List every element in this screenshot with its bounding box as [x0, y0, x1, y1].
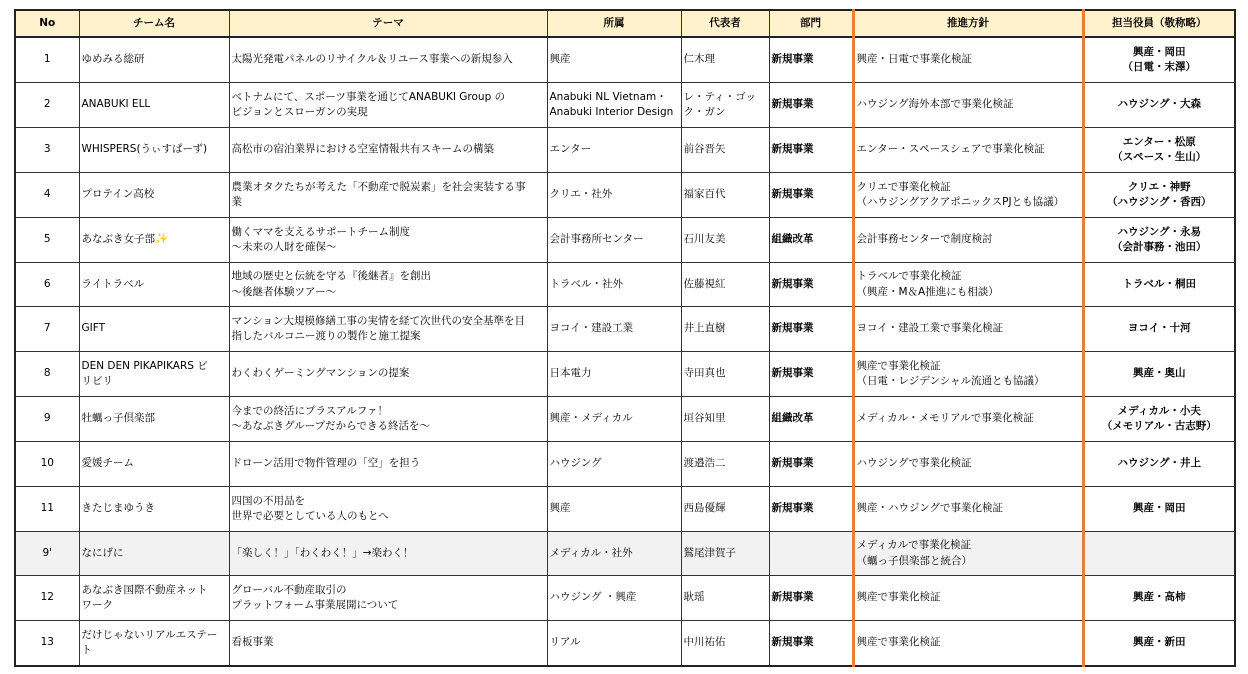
cell-team-name [79, 83, 229, 128]
cell-theme-line: グローバル不動産取引の [231, 583, 347, 596]
cell-representative-line: 耿瑶 [683, 591, 705, 604]
cell-executive [1083, 83, 1235, 128]
cell-theme-line: マンション大規模修繕工事の実情を経て次世代の安全基準を目 [231, 314, 526, 327]
cell-executive [1083, 128, 1235, 173]
cell-department [769, 532, 853, 576]
header-affiliation: 所属 [547, 10, 681, 37]
cell-executive [1083, 576, 1235, 621]
header-no: No [15, 10, 79, 37]
cell-theme-line: ～未来の人財を確保～ [231, 241, 337, 253]
cell-executive-line: （ハウジング・香西） [1106, 196, 1212, 208]
cell-executive [1083, 532, 1235, 576]
cell-theme-line: 今までの終活にプラスアルファ！ [231, 404, 389, 417]
cell-policy [853, 621, 1083, 667]
cell-theme-line: 指したバルコニー渡りの製作と施工提案 [231, 330, 421, 342]
cell-representative-line: 仁木理 [683, 53, 715, 66]
cell-theme-line: ～後継者体験ツアー～ [231, 285, 337, 298]
cell-representative [681, 532, 769, 576]
cell-theme [229, 307, 547, 352]
cell-department: 新規事業 [769, 307, 853, 352]
cell-policy [853, 128, 1083, 173]
cell-representative-line: 西島優輝 [683, 502, 726, 515]
header-policy: 推進方針 [853, 10, 1083, 37]
cell-representative-line: ク・ガン [683, 106, 726, 118]
cell-affiliation-line: エンター [549, 143, 592, 156]
cell-no: 1 [15, 37, 79, 83]
header-department: 部門 [769, 10, 853, 37]
cell-no: 10 [15, 442, 79, 487]
cell-team-name-line: ANABUKI ELL [81, 98, 151, 111]
cell-theme [229, 218, 547, 263]
cell-team-name-line: 牡蠣っ子倶楽部 [81, 412, 155, 425]
cell-theme [229, 576, 547, 621]
cell-executive-line: （メモリアル・古志野） [1101, 420, 1217, 432]
cell-representative-line: 中川祐佑 [683, 636, 726, 649]
cell-executive-line: ハウジング・大森 [1117, 98, 1202, 111]
cell-affiliation-line: トラベル・社外 [549, 277, 623, 290]
table-row [15, 532, 1235, 576]
table-row [15, 487, 1235, 532]
cell-team-name [79, 576, 229, 621]
cell-representative-line: 福家百代 [683, 188, 726, 201]
cell-affiliation-line: 興産 [549, 53, 571, 66]
cell-policy [853, 532, 1083, 576]
cell-theme-line: ビジョンとスローガンの実現 [231, 106, 368, 118]
cell-policy [853, 218, 1083, 263]
cell-representative [681, 37, 769, 83]
cell-policy-line: （ハウジングアクアポニックスPJとも協議） [856, 196, 1065, 208]
cell-no: 3 [15, 128, 79, 173]
cell-team-name [79, 397, 229, 442]
cell-no: 9 [15, 397, 79, 442]
cell-policy [853, 83, 1083, 128]
cell-executive-line: ハウジング・井上 [1117, 457, 1202, 470]
cell-no: 5 [15, 218, 79, 263]
cell-department: 組織改革 [769, 218, 853, 263]
cell-policy-line: エンター・スペースシェアで事業化検証 [856, 143, 1045, 156]
cell-policy [853, 352, 1083, 397]
cell-executive-line: 興産・岡田 [1133, 502, 1186, 515]
cell-department: 新規事業 [769, 37, 853, 83]
cell-no: 2 [15, 83, 79, 128]
header-executive: 担当役員（敬称略） [1083, 10, 1235, 37]
cell-affiliation-line: ハウジング [549, 457, 602, 470]
cell-affiliation-line: クリエ・社外 [549, 188, 613, 201]
header-team-name: チーム名 [79, 10, 229, 37]
cell-no: 6 [15, 263, 79, 307]
cell-department: 新規事業 [769, 128, 853, 173]
cell-theme [229, 397, 547, 442]
cell-policy-line: クリエで事業化検証 [856, 180, 951, 193]
cell-representative-line: 渡邉浩二 [683, 457, 726, 470]
cell-policy-line: 会計事務センターで制度検討 [856, 233, 993, 246]
cell-team-name-line: ライトラベル [81, 277, 145, 290]
cell-affiliation [547, 173, 681, 218]
cell-department: 組織改革 [769, 397, 853, 442]
cell-policy-line: 興産・日電で事業化検証 [856, 53, 972, 66]
cell-policy-line: （日電・レジデンシャル流通とも協議） [856, 375, 1045, 387]
cell-no: 13 [15, 621, 79, 667]
cell-executive [1083, 173, 1235, 218]
cell-affiliation [547, 263, 681, 307]
cell-executive-line: 興産・岡田 [1133, 45, 1186, 58]
cell-policy-line: メディカルで事業化検証 [856, 539, 972, 552]
cell-department: 新規事業 [769, 576, 853, 621]
cell-team-name-line: DEN DEN PIKAPIKARS ビ [81, 359, 208, 372]
table-row [15, 352, 1235, 397]
cell-policy-line: ハウジングで事業化検証 [856, 457, 972, 470]
cell-theme [229, 263, 547, 307]
cell-representative [681, 128, 769, 173]
cell-team-name-line: きたじまゆうき [81, 502, 155, 515]
cell-theme [229, 173, 547, 218]
cell-policy [853, 307, 1083, 352]
cell-policy [853, 576, 1083, 621]
cell-representative-line: 鷲尾津賀子 [683, 546, 736, 559]
cell-theme-line: 地域の歴史と伝統を守る『後継者』を創出 [231, 270, 431, 283]
cell-team-name-line: あなぶき女子部✨ [81, 233, 169, 246]
cell-policy [853, 37, 1083, 83]
cell-executive-line: （会計事務・池田） [1112, 241, 1207, 253]
cell-theme [229, 532, 547, 576]
cell-theme-line: 看板事業 [231, 636, 274, 649]
cell-team-name [79, 352, 229, 397]
cell-theme-line: 業 [231, 196, 242, 208]
header-theme: テーマ [229, 10, 547, 37]
cell-theme-line: 農業オタクたちが考えた「不動産で脱炭素」を社会実装する事 [231, 180, 526, 193]
cell-team-name-line: プロテイン高校 [81, 188, 155, 201]
cell-executive-line: エンター・松原 [1122, 135, 1196, 148]
cell-theme [229, 128, 547, 173]
cell-theme-line: 「楽しく！」「わくわく！」→楽わく！ [231, 546, 414, 559]
cell-representative-line: 井上直樹 [683, 322, 726, 335]
table-row [15, 576, 1235, 621]
cell-theme-line: 働くママを支えるサポートチーム制度 [231, 225, 410, 238]
cell-department: 新規事業 [769, 442, 853, 487]
header-row [15, 10, 1235, 37]
cell-executive-line: 興産・新田 [1133, 636, 1186, 649]
cell-affiliation-line: 興産 [549, 502, 571, 515]
cell-representative [681, 576, 769, 621]
cell-affiliation-line: メディカル・社外 [549, 546, 633, 559]
cell-team-name [79, 263, 229, 307]
cell-affiliation-line: 日本電力 [549, 367, 592, 380]
cell-representative [681, 487, 769, 532]
cell-executive-line: メディカル・小夫 [1117, 404, 1201, 417]
cell-team-name-line: ゆめみる総研 [81, 53, 145, 66]
cell-theme-line: ベトナムにて、スポーツ事業を通じてANABUKI Group の [231, 90, 506, 103]
table-row [15, 128, 1235, 173]
cell-representative-line: 前谷晋矢 [683, 143, 726, 156]
cell-representative [681, 218, 769, 263]
cell-theme [229, 83, 547, 128]
cell-representative-line: 石川友美 [683, 233, 726, 246]
cell-team-name [79, 532, 229, 576]
cell-theme [229, 352, 547, 397]
cell-team-name [79, 487, 229, 532]
cell-policy-line: メディカル・メモリアルで事業化検証 [856, 412, 1034, 425]
cell-team-name-line: 愛媛チーム [81, 457, 134, 470]
cell-no: 12 [15, 576, 79, 621]
cell-policy-line: 興産で事業化検証 [856, 359, 941, 372]
cell-representative [681, 442, 769, 487]
cell-team-name [79, 218, 229, 263]
cell-theme-line: ～あなぶきグループだからできる終活を～ [231, 420, 431, 432]
cell-policy-line: 興産で事業化検証 [856, 591, 941, 604]
cell-team-name-line: WHISPERS(うぃすぱーず) [81, 143, 208, 156]
cell-team-name-line: だけじゃないリアルエステー [81, 628, 218, 641]
cell-team-name [79, 128, 229, 173]
cell-no: 7 [15, 307, 79, 352]
cell-team-name [79, 173, 229, 218]
cell-policy [853, 397, 1083, 442]
cell-affiliation [547, 307, 681, 352]
cell-policy-line: 興産で事業化検証 [856, 636, 941, 649]
table-row [15, 397, 1235, 442]
cell-representative-line: レ・ティ・ゴッ [683, 90, 756, 103]
cell-affiliation [547, 128, 681, 173]
cell-representative [681, 621, 769, 667]
cell-affiliation [547, 83, 681, 128]
cell-theme-line: 太陽光発電パネルのリサイクル＆リユース事業への新規参入 [231, 53, 513, 66]
cell-policy [853, 173, 1083, 218]
table-row [15, 307, 1235, 352]
cell-executive [1083, 397, 1235, 442]
cell-representative [681, 173, 769, 218]
cell-no: 8 [15, 352, 79, 397]
cell-department: 新規事業 [769, 487, 853, 532]
cell-no: 9' [15, 532, 79, 576]
cell-team-name-line: リビリ [81, 375, 113, 387]
cell-executive [1083, 218, 1235, 263]
cell-theme-line: ドローン活用で物件管理の「空」を担う [231, 457, 421, 470]
cell-affiliation [547, 352, 681, 397]
cell-theme-line: 高松市の宿泊業界における空室情報共有スキームの構築 [231, 143, 494, 156]
cell-representative [681, 307, 769, 352]
cell-affiliation-line: リアル [549, 636, 581, 649]
table-row [15, 442, 1235, 487]
cell-department: 新規事業 [769, 173, 853, 218]
cell-policy [853, 263, 1083, 307]
cell-team-name [79, 37, 229, 83]
team-table [14, 9, 1236, 667]
cell-affiliation [547, 397, 681, 442]
cell-team-name-line: ワーク [81, 599, 113, 611]
cell-representative-line: 垣谷知里 [683, 412, 726, 425]
cell-department: 新規事業 [769, 621, 853, 667]
cell-policy-line: ヨコイ・建設工業で事業化検証 [856, 322, 1004, 335]
cell-executive-line: 興産・高柿 [1133, 591, 1186, 604]
cell-affiliation-line: ヨコイ・建設工業 [549, 322, 634, 335]
cell-no: 4 [15, 173, 79, 218]
cell-executive [1083, 621, 1235, 667]
cell-affiliation [547, 532, 681, 576]
cell-department: 新規事業 [769, 263, 853, 307]
cell-team-name [79, 621, 229, 667]
cell-policy-line: 興産・ハウジングで事業化検証 [856, 502, 1004, 515]
cell-affiliation [547, 576, 681, 621]
cell-team-name-line: ト [81, 644, 92, 656]
cell-policy [853, 487, 1083, 532]
cell-representative [681, 352, 769, 397]
cell-theme-line: 四国の不用品を [231, 494, 305, 507]
cell-theme [229, 37, 547, 83]
cell-executive-line: クリエ・神野 [1127, 180, 1191, 193]
cell-policy-line: （興産・M＆A推進にも相談） [856, 285, 999, 298]
cell-department: 新規事業 [769, 83, 853, 128]
cell-representative-line: 寺田真也 [683, 367, 726, 380]
cell-affiliation-line: Anabuki Interior Design [549, 106, 674, 118]
cell-team-name [79, 307, 229, 352]
table-row [15, 263, 1235, 307]
cell-representative [681, 83, 769, 128]
cell-executive [1083, 352, 1235, 397]
cell-executive [1083, 263, 1235, 307]
cell-policy-line: トラベルで事業化検証 [856, 270, 962, 283]
cell-department: 新規事業 [769, 352, 853, 397]
cell-policy-line: （蠣っ子倶楽部と統合） [856, 554, 972, 567]
cell-executive [1083, 37, 1235, 83]
table-row [15, 83, 1235, 128]
table-row [15, 621, 1235, 667]
cell-affiliation-line: ハウジング ・興産 [549, 591, 637, 604]
cell-theme [229, 442, 547, 487]
cell-executive-line: トラベル・桐田 [1122, 277, 1196, 290]
cell-theme-line: プラットフォーム事業展開について [231, 599, 399, 611]
cell-representative [681, 397, 769, 442]
cell-executive-line: ヨコイ・十河 [1127, 322, 1191, 335]
cell-executive [1083, 307, 1235, 352]
cell-representative-line: 佐藤視紅 [683, 277, 726, 290]
cell-theme [229, 621, 547, 667]
cell-policy [853, 442, 1083, 487]
cell-executive-line: （日電・末澤） [1122, 61, 1196, 73]
cell-no: 11 [15, 487, 79, 532]
cell-affiliation-line: Anabuki NL Vietnam・ [549, 90, 667, 103]
cell-affiliation-line: 会計事務所センター [549, 233, 644, 246]
cell-team-name [79, 442, 229, 487]
table-row [15, 173, 1235, 218]
cell-affiliation [547, 218, 681, 263]
cell-affiliation-line: 興産・メディカル [549, 412, 633, 425]
cell-team-name-line: なにげに [81, 546, 124, 559]
cell-affiliation [547, 487, 681, 532]
cell-policy-line: ハウジング海外本部で事業化検証 [856, 98, 1014, 111]
cell-theme-line: わくわくゲーミングマンションの提案 [231, 367, 410, 380]
cell-affiliation [547, 621, 681, 667]
cell-theme [229, 487, 547, 532]
cell-executive-line: （スペース・生山） [1112, 151, 1207, 163]
header-representative: 代表者 [681, 10, 769, 37]
cell-affiliation [547, 442, 681, 487]
cell-team-name-line: GIFT [81, 322, 106, 335]
cell-representative [681, 263, 769, 307]
cell-team-name-line: あなぶき国際不動産ネット [81, 583, 208, 596]
table-row [15, 218, 1235, 263]
cell-theme-line: 世界で必要としている人のもとへ [231, 510, 389, 522]
cell-executive [1083, 442, 1235, 487]
cell-affiliation [547, 37, 681, 83]
cell-executive [1083, 487, 1235, 532]
cell-executive-line: 興産・奥山 [1133, 367, 1186, 380]
table-row [15, 37, 1235, 83]
cell-executive-line: ハウジング・永易 [1117, 225, 1202, 238]
